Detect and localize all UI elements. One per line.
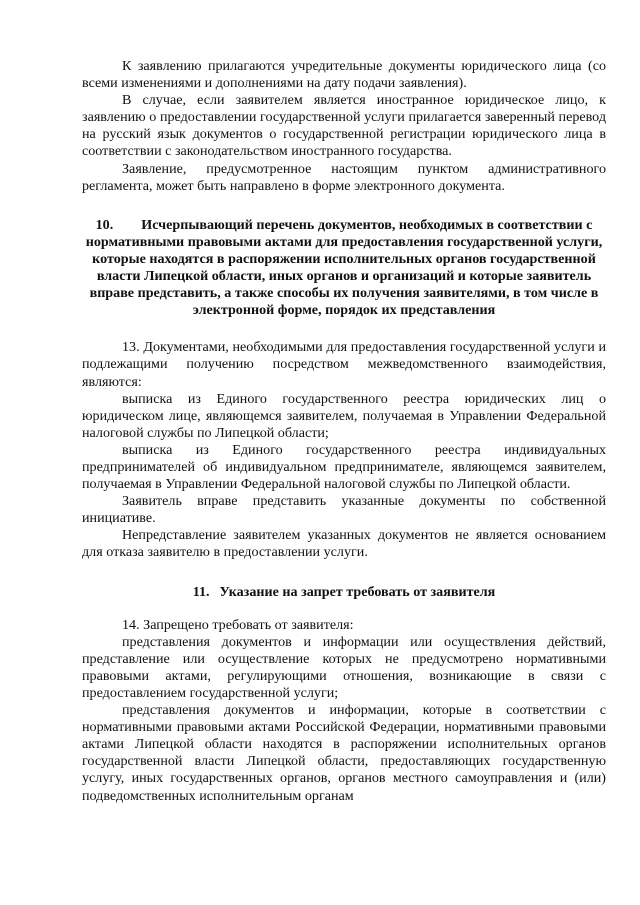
section-10-title: Исчерпывающий перечень документов, необходимых в соответствии с нормативными правовыми актами для предоставления государственной услуги, которые находятся в распоряжении исполнительных органов государственной власти Липецкой области, иных органов и организаций и которые заявитель вправе представить, а также способы их получения заявителями, в том числе в электронной форме, порядок их представления — [85, 216, 603, 319]
section-10-heading — [82, 217, 606, 320]
paragraph-13-egrul: выписка из Единого государственного реестра юридических лиц о юридическом лице, являющемся заявителем, получаемая в Управлении Федеральной налоговой службы по Липецкой области; — [82, 390, 606, 441]
paragraph-13: 13. Документами, необходимыми для предоставления государственной услуги и подлежащими получению посредством межведомственного взаимодействия, являются: — [82, 339, 606, 390]
paragraph-14-item-2: представления документов и информации, которые в соответствии с нормативными правовыми актами Российской Федерации, нормативными правовыми актами Липецкой области находятся в распоряжении исполнительных органов государственной власти Липецкой области, предоставляющих государственную услугу, иных государственных органов, органов местного самоуправления и (или) подведомственных исполнительным органам — [82, 702, 606, 804]
section-11-title: Указание на запрет требовать от заявителя — [219, 583, 496, 600]
document-page — [82, 58, 606, 805]
paragraph-13-own-initiative: Заявитель вправе представить указанные документы по собственной инициативе. — [82, 493, 606, 527]
section-10-number: 10. — [95, 216, 114, 233]
section-11-heading — [82, 584, 606, 601]
section-11-number: 11. — [192, 583, 210, 600]
paragraph-constituent-docs: К заявлению прилагаются учредительные документы юридического лица (со всеми изменениями и дополнениями на дату подачи заявления). — [82, 58, 606, 92]
paragraph-foreign-entity: В случае, если заявителем является иностранное юридическое лицо, к заявлению о предоставлении государственной услуги прилагается заверенный перевод на русский язык документов о государственной регистрации юридического лица в соответствии с законодательством иностранного государства. — [82, 92, 606, 160]
paragraph-13-egrip: выписка из Единого государственного реестра индивидуальных предпринимателей об индивидуальном предпринимателе, являющемся заявителем, получаемая в Управлении Федеральной налоговой службы по Липецкой области. — [82, 441, 606, 493]
paragraph-electronic-form: Заявление, предусмотренное настоящим пунктом административного регламента, может быть направлено в форме электронного документа. — [82, 160, 606, 194]
paragraph-14-item-1: представления документов и информации или осуществления действий, представление или осуществление которых не предусмотрено нормативными правовыми актами, регулирующими отношения, возникающие в связи с предоставлением государственной услуги; — [82, 633, 606, 701]
paragraph-13-non-submission: Непредставление заявителем указанных документов не является основанием для отказа заявителю в предоставлении услуги. — [82, 527, 606, 561]
paragraph-14: 14. Запрещено требовать от заявителя: — [122, 616, 354, 633]
